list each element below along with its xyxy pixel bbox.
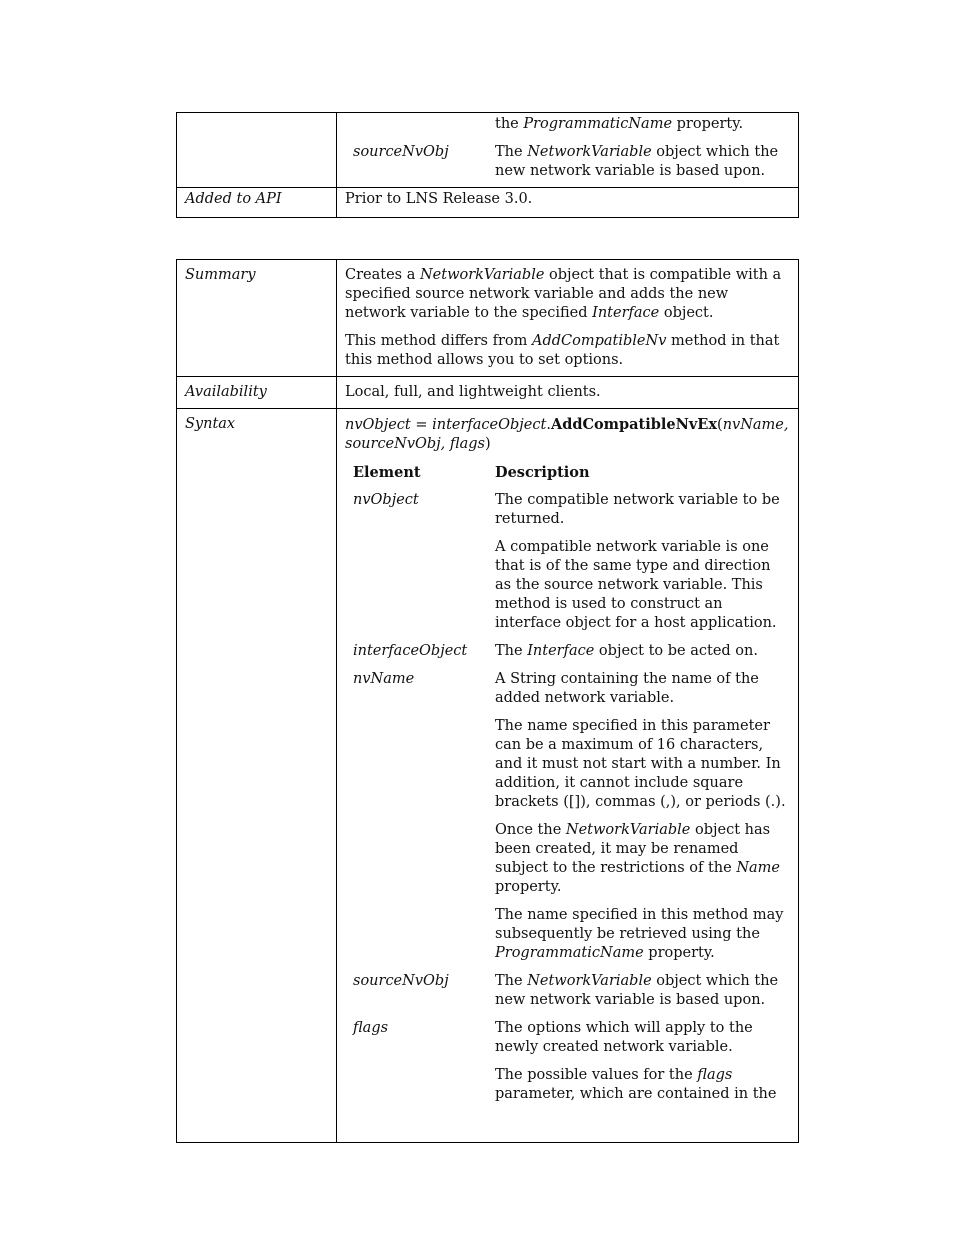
element-row [345,115,790,134]
summary-content [337,260,798,376]
element-name: nvName [353,671,415,687]
continuation-content-cell [337,113,798,187]
summary-paragraph: Creates a NetworkVariable object that is compatible with a specified source network variable and adds the new network variable to the specified Interface object. [345,267,782,321]
element-description: A String containing the name of the added network variable. The name specified in this parameter can be a maximum of 16 characters, and it must not start with a number. In addition, it cannot include square brackets ([]), commas (,), or periods (.). Once the NetworkVariable object has been created, it may be renamed subject to the restrictions of the Name property. The name specified in this method may subsequently be retrieved using the ProgrammaticName property. [495,671,786,961]
element-name: nvObject [353,492,419,508]
element-name: interfaceObject [353,643,468,659]
element-description: The options which will apply to the newly created network variable. The possible values for the flags parameter, which are contained in the [495,1020,777,1102]
element-description: The NetworkVariable object which the new network variable is based upon. [495,973,779,1008]
continuation-label-cell [177,113,337,187]
description-column-header: Description [495,464,590,481]
element-row-nvobject [345,491,790,633]
added-to-api-row [177,187,798,217]
availability-value: Local, full, and lightweight clients. [345,384,601,400]
element-description: The Interface object to be acted on. [495,643,758,659]
syntax-signature: nvObject = interfaceObject.AddCompatibleNvEx(nvName, sourceNvObj, flags) [345,416,789,452]
element-name: flags [353,1020,389,1036]
element-row [345,143,790,181]
element-row-nvname [345,670,790,963]
added-to-api-label: Added to API [177,188,337,217]
element-row-sourcenvobj [345,972,790,1010]
availability-row [177,376,798,408]
syntax-row [177,408,798,1142]
method-table [176,259,799,1143]
summary-paragraph: This method differs from AddCompatibleNv method in that this method allows you to set options. [345,333,780,368]
element-header-row [345,463,790,482]
element-row-flags [345,1019,790,1104]
element-description: The compatible network variable to be returned. A compatible network variable is one that is of the same type and direction as the source network variable. This method is used to construct an interface object for a host application. [495,492,780,631]
element-column-header: Element [353,464,421,481]
syntax-label: Syntax [177,409,337,1142]
element-description: the ProgrammaticName property. [495,116,744,132]
continuation-row [177,113,798,187]
summary-row [177,260,798,376]
element-name: sourceNvObj [353,144,449,160]
element-description: The NetworkVariable object which the new network variable is based upon. [495,144,779,179]
availability-label: Availability [177,377,337,408]
summary-label: Summary [177,260,337,376]
added-to-api-value: Prior to LNS Release 3.0. [345,191,533,207]
continuation-table [176,112,799,218]
syntax-content [337,409,798,1142]
element-row-interfaceobject [345,642,790,661]
element-name: sourceNvObj [353,973,449,989]
